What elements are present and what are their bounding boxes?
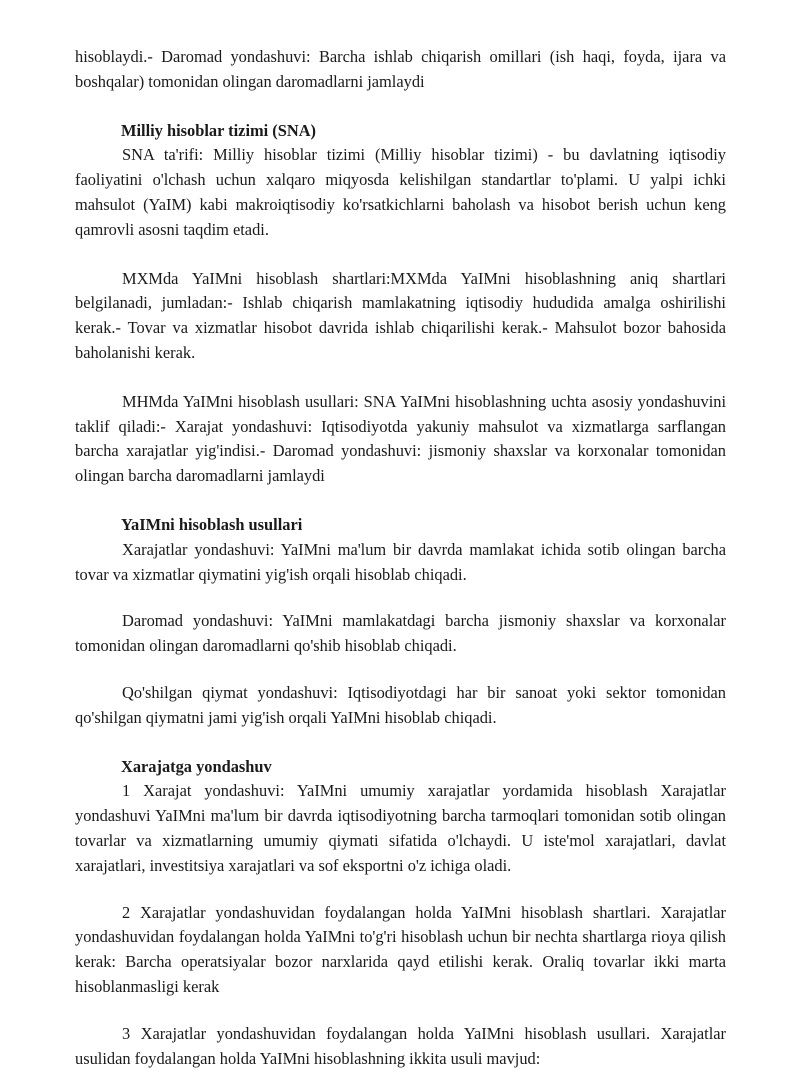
expenditure-approach-paragraph: Xarajatlar yondashuvi: YaIMni ma'lum bir davrda mamlakat ichida sotib olingan barcha tovar va xizmatlar qiymatini yig'ish orqali hisoblab chiqadi.	[75, 539, 726, 584]
value-added-approach-paragraph: Qo'shilgan qiymat yondashuvi: Iqtisodiyotdagi har bir sanoat yoki sektor tomonidan qo'shilgan qiymatni jami yig'ish orqali YaIMni hisoblab chiqadi.	[75, 682, 726, 727]
sna-methods-paragraph: MHMda YaIMni hisoblash usullari: SNA YaIMni hisoblashning uchta asosiy yondashuvini taklif qiladi:- Xarajat yondashuvi: Iqtisodiyotda yakuniy mahsulot va xizmatlarga sarflangan barcha xarajatlar yig'indisi.- Daromad yondashuvi: jismoniy shaxslar va korxonalar tomonidan olingan barcha daromadlarni jamlaydi	[75, 391, 726, 486]
intro-paragraph: hisoblaydi.- Daromad yondashuvi: Barcha ishlab chiqarish omillari (ish haqi, foyda, ijara va boshqalar) tomonidan olingan daromadlarni jamlaydi	[75, 47, 726, 91]
sna-conditions-paragraph: MXMda YaIMni hisoblash shartlari:MXMda YaIMni hisoblashning aniq shartlari belgilanadi, jumladan:- Ishlab chiqarish mamlakatning iqtisodiy hududida amalga oshirilishi kerak.- Tovar va xizmatlar hisobot davrida ishlab chiqarilishi kerak.- Mahsulot bozor bahosida baholanishi kerak.	[75, 268, 726, 362]
expenditure-point-3: 3 Xarajatlar yondashuvidan foydalangan holda YaIMni hisoblash usullari. Xarajatlar usulidan foydalangan holda YaIMni hisoblashning ikkita usuli mavjud:	[75, 1023, 726, 1068]
section-heading-sna: Milliy hisoblar tizimi (SNA)	[121, 120, 317, 140]
expenditure-point-1: 1 Xarajat yondashuvi: YaIMni umumiy xarajatlar yordamida hisoblash Xarajatlar yondashuvi YaIMni ma'lum bir davrda iqtisodiyotning barcha tarmoqlari tomonidan sotib olingan tovarlar va xizmatlarning umumiy qiymati sifatida o'lchaydi. U iste'mol xarajatlari, davlat xarajatlari, investitsiya xarajatlari va sof eksportni o'z ichiga oladi.	[75, 781, 726, 875]
section-heading-expenditure: Xarajatga yondashuv	[121, 756, 272, 776]
income-approach-paragraph: Daromad yondashuvi: YaIMni mamlakatdagi barcha jismoniy shaxslar va korxonalar tomonidan olingan daromadlarni qo'shib hisoblab chiqadi.	[75, 611, 726, 656]
sna-definition-paragraph: SNA ta'rifi: Milliy hisoblar tizimi (Milliy hisoblar tizimi) - bu davlatning iqtisodiy faoliyatini o'lchash uchun xalqaro miqyosda kelishilgan standartlar to'plami. U yalpi ichki mahsulot (YaIM) kabi makroiqtisodiy ko'rsatkichlarni baholash va hisobot berish uchun keng qamrovli asosni taqdim etadi.	[75, 145, 726, 239]
section-heading-methods: YaIMni hisoblash usullari	[121, 514, 303, 534]
expenditure-point-2: 2 Xarajatlar yondashuvidan foydalangan holda YaIMni hisoblash shartlari. Xarajatlar yondashuvidan foydalangan holda YaIMni to'g'ri hisoblash uchun bir nechta shartlarga rioya qilish kerak: Barcha operatsiyalar bozor narxlarida qayd etilishi kerak. Oraliq tovarlar ikki marta hisoblanmasligi kerak	[75, 902, 726, 996]
document-page	[75, 45, 726, 1071]
